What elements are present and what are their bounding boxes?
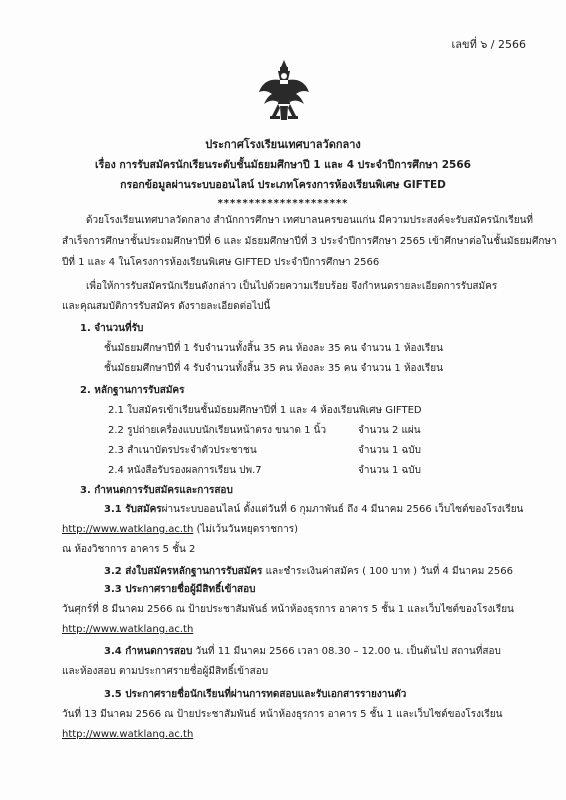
section-2-item-2-qty: จำนวน 2 แผ่น [358,425,421,436]
section-2-item-1: 2.1 ใบสมัครเข้าเรียนชั้นมัธยมศึกษาปีที่ 1 และ 4 ห้องเรียนพิเศษ GIFTED [108,405,422,416]
section-3-4 [104,645,501,659]
section-3-3-title: 3.3 ประกาศรายชื่อผู้มีสิทธิ์เข้าสอบ [104,584,256,595]
section-3-1-place: ณ ห้องวิชาการ อาคาร 5 ชั้น 2 [62,544,196,555]
announcement-subject-line2: กรอกข้อมูลผ่านระบบออนไลน์ ประเภทโครงการห้องเรียนพิเศษ GIFTED [120,179,446,191]
section-3-4-text-2: และห้องสอบ ตามประกาศรายชื่อผู้มีสิทธิ์เข้าสอบ [62,666,269,677]
announcement-title: ประกาศโรงเรียนเทศบาลวัดกลาง [205,138,361,151]
section-3-5-title: 3.5 ประกาศรายชื่อนักเรียนที่ผ่านการทดสอบและรับเอกสารรายงานตัว [104,689,407,700]
section-2-item-2: 2.2 รูปถ่ายเครื่องแบบนักเรียนหน้าตรง ขนาด 1 นิ้ว [108,425,327,436]
section-3-4-title: 3.4 กำหนดการสอบ [104,646,193,657]
section-3-1 [104,503,523,517]
purpose-line-2: และคุณสมบัติการรับสมัคร ดังรายละเอียดต่อไปนี้ [62,301,271,312]
section-3-heading: 3. กำหนดการรับสมัครและการสอบ [80,485,233,496]
section-3-1-note: (ไม่เว้นวันหยุดราชการ) [193,524,298,535]
section-2-item-4-qty: จำนวน 1 ฉบับ [358,465,421,476]
section-3-2-title: 3.2 ส่งใบสมัครหลักฐานการรับสมัคร [104,566,263,577]
garuda-emblem-icon [258,58,310,124]
section-2-item-4: 2.4 หนังสือรับรองผลการเรียน ปพ.7 [108,465,262,476]
section-2-heading: 2. หลักฐานการรับสมัคร [80,385,185,396]
school-website-link[interactable]: http://www.watklang.ac.th [62,624,194,635]
separator-stars: ********************* [217,198,349,209]
announcement-subject: เรื่อง การรับสมัครนักเรียนระดับชั้นมัธยมศึกษาปี 1 และ 4 ประจำปีการศึกษา 2566 [95,159,471,171]
document-number: เลขที่ ๖ / 2566 [451,38,526,51]
section-3-1-text: ผ่านระบบออนไลน์ ตั้งแต่วันที่ 6 กุมภาพันธ์ ถึง 4 มีนาคม 2566 เว็บไซต์ของโรงเรียน [161,504,524,515]
purpose-line-1: เพื่อให้การรับสมัครนักเรียนดังกล่าว เป็นไปด้วยความเรียบร้อย จึงกำหนดรายละเอียดการรับสมัคร [86,281,498,292]
intro-line-1: ด้วยโรงเรียนเทศบาลวัดกลาง สำนักการศึกษา เทศบาลนครขอนแก่น มีความประสงค์จะรับสมัครนักเรียนที่ [86,215,534,226]
school-website-link[interactable]: http://www.watklang.ac.th [62,524,194,535]
intro-line-2: สำเร็จการศึกษาชั้นประถมศึกษาปีที่ 6 และ มัธยมศึกษาปีที่ 3 ประจำปีการศึกษา 2565 เข้าศึกษาต่อในชั้นมัธยมศึกษา [62,236,557,247]
intro-line-3: ปีที่ 1 และ 4 ในโครงการห้องเรียนพิเศษ GIFTED ประจำปีการศึกษา 2566 [62,257,380,268]
school-website-link[interactable]: http://www.watklang.ac.th [62,729,194,740]
section-3-4-text: วันที่ 11 มีนาคม 2566 เวลา 08.30 – 12.00 น. เป็นต้นไป สถานที่สอบ [192,646,501,657]
section-1-row-2: ชั้นมัธยมศึกษาปีที่ 4 รับจำนวนทั้งสิ้น 35 คน ห้องละ 35 คน จำนวน 1 ห้องเรียน [104,363,443,374]
section-3-2 [104,565,513,579]
section-3-2-text: และชำระเงินค่าสมัคร ( 100 บาท ) วันที่ 4 มีนาคม 2566 [262,566,513,577]
section-1-heading: 1. จำนวนที่รับ [80,323,144,334]
section-3-1-title: 3.1 รับสมัคร [104,504,162,515]
section-3-5-text: วันที่ 13 มีนาคม 2566 ณ ป้ายประชาสัมพันธ์ หน้าห้องธุรการ อาคาร 5 ชั้น 1 และเว็บไซต์ของโรงเรียน [62,709,503,720]
section-3-1-link-line [62,523,298,537]
section-3-3-text: วันศุกร์ที่ 8 มีนาคม 2566 ณ ป้ายประชาสัมพันธ์ หน้าห้องธุรการ อาคาร 5 ชั้น 1 และเว็บไซต์ของโรงเรียน [62,604,514,615]
section-2-item-3: 2.3 สำเนาบัตรประจำตัวประชาชน [108,445,257,456]
section-1-row-1: ชั้นมัธยมศึกษาปีที่ 1 รับจำนวนทั้งสิ้น 35 คน ห้องละ 35 คน จำนวน 1 ห้องเรียน [104,343,443,354]
section-2-item-3-qty: จำนวน 1 ฉบับ [358,445,421,456]
